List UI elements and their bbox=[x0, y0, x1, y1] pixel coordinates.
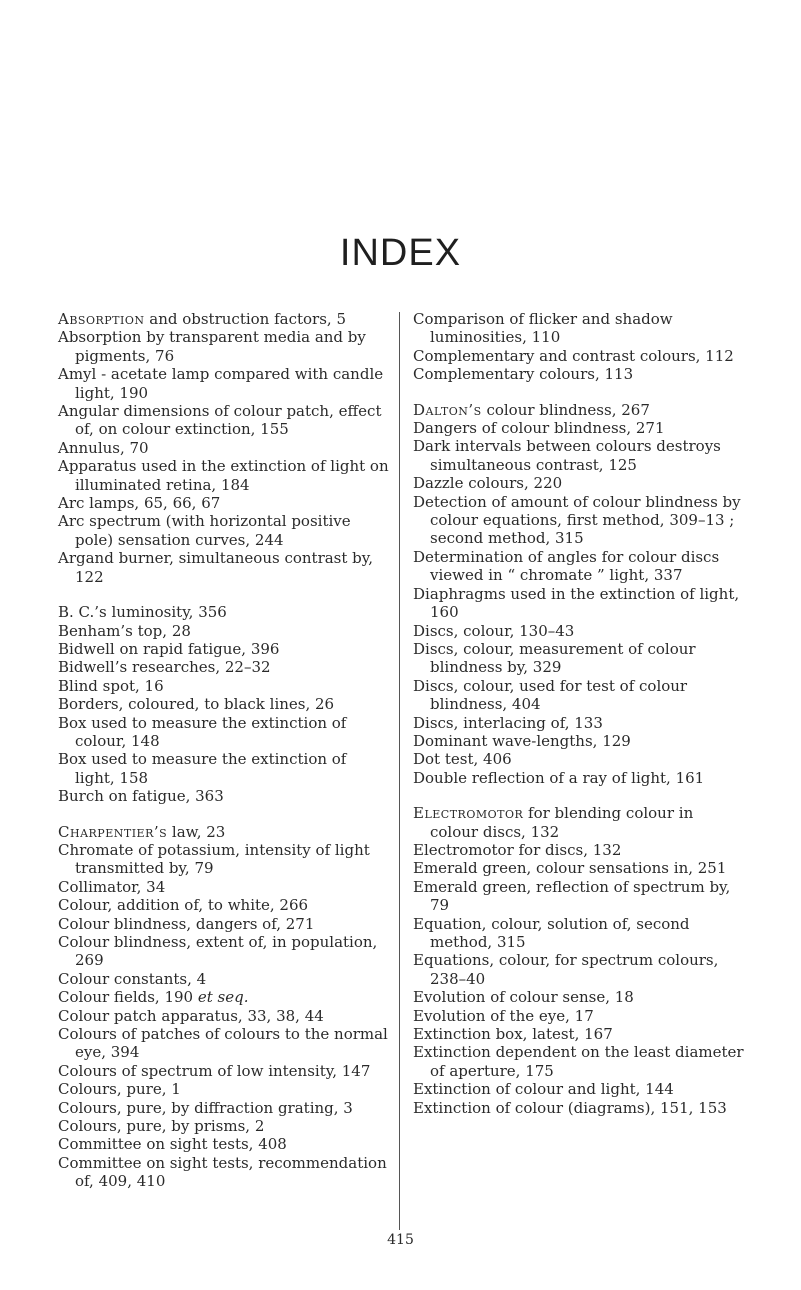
index-entry-text: Determination of angles for colour discs viewed in “ chromate ” light, 337 bbox=[413, 547, 720, 585]
index-column-left bbox=[58, 310, 390, 1191]
index-entry-text: Colour blindness, extent of, in population, 269 bbox=[58, 933, 378, 970]
index-entry bbox=[413, 915, 745, 952]
index-entry-text: Borders, coloured, to black lines, 26 bbox=[58, 695, 335, 714]
index-entry-text: Equations, colour, for spectrum colours, 238–40 bbox=[413, 951, 719, 988]
index-entry-text: Colours of spectrum of low intensity, 147 bbox=[58, 1061, 371, 1080]
index-entry bbox=[58, 1135, 390, 1153]
index-entry-text: Dazzle colours, 220 bbox=[413, 474, 563, 493]
index-entry-text: Colour fields, 190 bbox=[58, 988, 194, 1007]
index-entry-text: Complementary and contrast colours, 112 bbox=[413, 346, 734, 365]
index-entry bbox=[58, 787, 390, 805]
index-entry bbox=[413, 1080, 745, 1098]
index-entry-text: and obstruction factors, 5 bbox=[144, 310, 347, 328]
index-entry-text: Extinction of colour (diagrams), 151, 153 bbox=[413, 1098, 727, 1117]
index-entry bbox=[413, 804, 745, 841]
page-title: INDEX bbox=[339, 232, 462, 274]
index-entry bbox=[58, 622, 390, 640]
index-entry-text: Dangers of colour blindness, 271 bbox=[413, 419, 665, 438]
index-entry-italic: et seq. bbox=[193, 988, 249, 1007]
index-entry bbox=[413, 493, 745, 548]
index-entry bbox=[413, 859, 745, 877]
index-entry-text: Apparatus used in the extinction of light on illuminated retina, 184 bbox=[58, 457, 389, 494]
index-entry-text: Absorption by transparent media and by pigments, 76 bbox=[58, 328, 366, 365]
index-entry bbox=[58, 988, 390, 1006]
index-entry bbox=[413, 640, 745, 677]
index-entry bbox=[58, 457, 390, 494]
index-entry-text: Chromate of potassium, intensity of light transmitted by, 79 bbox=[58, 840, 370, 878]
index-entry bbox=[58, 1154, 390, 1191]
index-entry-text: Electromotor for discs, 132 bbox=[413, 840, 622, 859]
index-entry-text: Box used to measure the extinction of colour, 148 bbox=[58, 713, 347, 750]
index-entry bbox=[413, 988, 745, 1006]
index-entry bbox=[413, 1043, 745, 1080]
index-entry-text: Colours of patches of colours to the normal eye, 394 bbox=[58, 1025, 388, 1062]
index-entry bbox=[58, 841, 390, 878]
index-entry bbox=[58, 603, 390, 621]
column-divider bbox=[399, 312, 400, 1230]
index-entry bbox=[58, 1099, 390, 1117]
index-entry-text: Annulus, 70 bbox=[58, 438, 149, 457]
index-entry-text: Discs, colour, measurement of colour blindness by, 329 bbox=[413, 639, 696, 677]
index-entry-text: Extinction box, latest, 167 bbox=[413, 1025, 613, 1044]
index-entry-lead-word: Dalton’s bbox=[413, 400, 482, 419]
index-entry-text: Discs, colour, used for test of colour blindness, 404 bbox=[413, 676, 688, 714]
index-entry-text: Dark intervals between colours destroys simultaneous contrast, 125 bbox=[413, 437, 721, 474]
index-entry-text: Committee on sight tests, recommendation of, 409, 410 bbox=[58, 1153, 387, 1191]
index-entry-text: Colours, pure, 1 bbox=[58, 1080, 181, 1099]
index-entry bbox=[58, 494, 390, 512]
index-entry-text: Bidwell on rapid fatigue, 396 bbox=[58, 639, 280, 658]
index-entry-text: Blind spot, 16 bbox=[58, 676, 164, 695]
index-entry-text: Detection of amount of colour blindness by colour equations, first method, 309–13 ; second method, 315 bbox=[413, 492, 741, 548]
index-entry-text: Emerald green, reflection of spectrum by, 79 bbox=[413, 877, 731, 915]
index-entry-text: Discs, colour, 130–43 bbox=[413, 621, 575, 640]
index-entry bbox=[58, 1062, 390, 1080]
index-entry-text: for blending colour in colour discs, 132 bbox=[430, 804, 694, 841]
index-entry-text: Discs, interlacing of, 133 bbox=[413, 713, 603, 732]
index-entry-text: Colours, pure, by diffraction grating, 3 bbox=[58, 1098, 353, 1117]
index-entry-text: Double reflection of a ray of light, 161 bbox=[413, 768, 705, 787]
index-entry-text: B. C.’s luminosity, 356 bbox=[58, 603, 227, 622]
index-entry-text: Colours, pure, by prisms, 2 bbox=[58, 1117, 265, 1136]
index-entry-text: Collimator, 34 bbox=[58, 877, 166, 896]
index-entry-text: Complementary colours, 113 bbox=[413, 365, 634, 384]
index-entry bbox=[413, 714, 745, 732]
index-entry bbox=[58, 896, 390, 914]
index-column-right bbox=[413, 310, 745, 1117]
index-entry bbox=[58, 1080, 390, 1098]
index-entry bbox=[58, 549, 390, 586]
index-entry bbox=[58, 933, 390, 970]
index-entry-text: Equation, colour, solution of, second method, 315 bbox=[413, 914, 690, 951]
index-entry-text: Dot test, 406 bbox=[413, 750, 512, 769]
index-entry bbox=[413, 622, 745, 640]
index-entry bbox=[413, 437, 745, 474]
index-entry-text: Argand burner, simultaneous contrast by, 122 bbox=[58, 549, 374, 586]
index-entry bbox=[58, 640, 390, 658]
index-entry-text: Colour blindness, dangers of, 271 bbox=[58, 914, 315, 933]
index-entry bbox=[413, 310, 745, 347]
index-entry bbox=[413, 841, 745, 859]
index-entry-text: Dominant wave-lengths, 129 bbox=[413, 731, 631, 750]
index-entry-text: Benham’s top, 28 bbox=[58, 621, 191, 640]
index-entry bbox=[413, 401, 745, 419]
index-entry bbox=[413, 677, 745, 714]
index-entry bbox=[413, 419, 745, 437]
index-entry-text: Extinction dependent on the least diameter of aperture, 175 bbox=[413, 1043, 744, 1080]
page-number: 415 bbox=[387, 1232, 414, 1248]
index-entry bbox=[413, 347, 745, 365]
index-entry bbox=[58, 750, 390, 787]
index-entry bbox=[58, 365, 390, 402]
index-entry bbox=[413, 878, 745, 915]
index-entry bbox=[58, 878, 390, 896]
index-entry bbox=[413, 732, 745, 750]
index-entry-lead-word: Charpentier’s bbox=[58, 822, 168, 841]
index-entry-lead-word: Absorption bbox=[58, 310, 145, 328]
index-entry-lead-word: Electromotor bbox=[413, 804, 524, 823]
index-entry bbox=[58, 402, 390, 439]
index-entry-text: Angular dimensions of colour patch, effect of, on colour extinction, 155 bbox=[58, 402, 382, 439]
index-entry-text: Arc spectrum (with horizontal positive pole) sensation curves, 244 bbox=[58, 512, 351, 549]
index-entry-text: Extinction of colour and light, 144 bbox=[413, 1080, 674, 1099]
index-entry bbox=[58, 1117, 390, 1135]
index-entry-text: Emerald green, colour sensations in, 251 bbox=[413, 859, 727, 878]
index-entry bbox=[58, 658, 390, 676]
index-entry bbox=[58, 439, 390, 457]
index-entry-text: Colour, addition of, to white, 266 bbox=[58, 896, 309, 915]
index-entry bbox=[58, 677, 390, 695]
index-entry-text: Arc lamps, 65, 66, 67 bbox=[58, 494, 221, 513]
index-entry bbox=[413, 1007, 745, 1025]
index-entry bbox=[413, 1025, 745, 1043]
index-entry-text: Comparison of flicker and shadow luminosities, 110 bbox=[413, 310, 673, 347]
index-entry bbox=[413, 474, 745, 492]
index-entry-text: law, 23 bbox=[167, 822, 226, 841]
index-entry bbox=[58, 823, 390, 841]
index-entry bbox=[58, 915, 390, 933]
index-entry bbox=[413, 1099, 745, 1117]
index-entry bbox=[58, 1007, 390, 1025]
index-entry-text: Committee on sight tests, 408 bbox=[58, 1135, 287, 1154]
index-entry bbox=[413, 951, 745, 988]
index-entry bbox=[413, 365, 745, 383]
index-entry-text: Box used to measure the extinction of light, 158 bbox=[58, 750, 347, 787]
index-entry-text: Evolution of colour sense, 18 bbox=[413, 988, 634, 1007]
index-entry-text: Evolution of the eye, 17 bbox=[413, 1006, 594, 1025]
index-entry-text: Colour patch apparatus, 33, 38, 44 bbox=[58, 1006, 324, 1025]
index-entry-text: colour blindness, 267 bbox=[481, 400, 650, 419]
index-entry bbox=[58, 695, 390, 713]
index-entry-text: Bidwell’s researches, 22–32 bbox=[58, 658, 271, 677]
index-entry bbox=[58, 512, 390, 549]
index-entry-text: Diaphragms used in the extinction of light, 160 bbox=[413, 584, 740, 622]
index-entry bbox=[413, 585, 745, 622]
index-entry bbox=[58, 970, 390, 988]
index-entry-text: Colour constants, 4 bbox=[58, 969, 207, 988]
index-entry bbox=[413, 769, 745, 787]
index-entry bbox=[58, 714, 390, 751]
index-entry bbox=[58, 328, 390, 365]
index-entry-text: Burch on fatigue, 363 bbox=[58, 787, 224, 806]
index-entry bbox=[413, 750, 745, 768]
index-entry bbox=[58, 1025, 390, 1062]
index-entry bbox=[58, 310, 390, 328]
index-entry bbox=[413, 548, 745, 585]
index-entry-text: Amyl - acetate lamp compared with candle light, 190 bbox=[58, 365, 384, 402]
